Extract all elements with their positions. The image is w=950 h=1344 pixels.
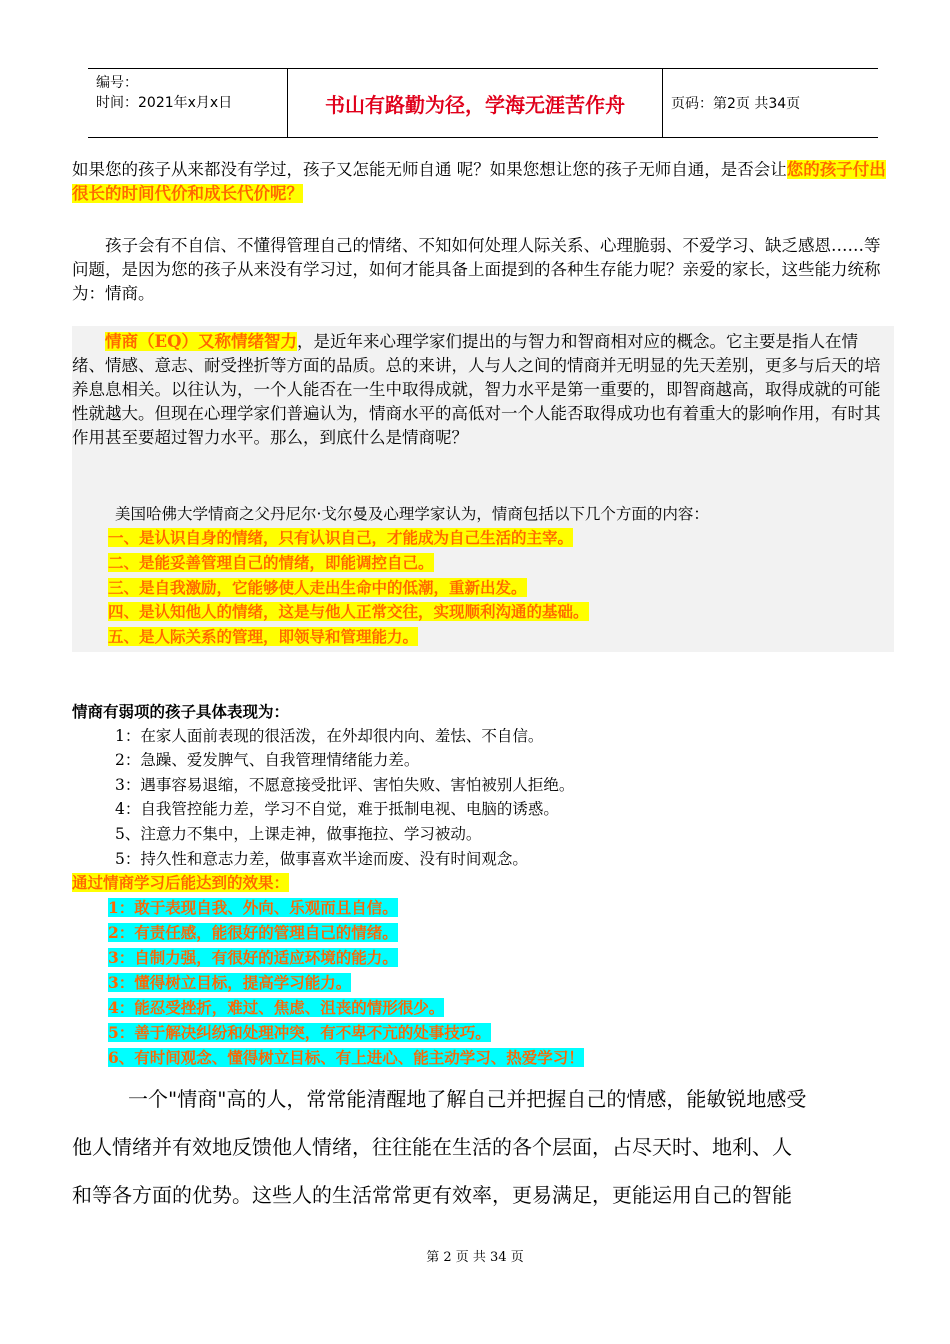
paragraph-eq-definition xyxy=(72,330,890,450)
effect-item: 1：敢于表现自我、外向、乐观而且自信。 xyxy=(108,898,398,917)
effect-item: 2：有责任感，能很好的管理自己的情绪。 xyxy=(108,923,398,942)
weak-item: 2：急躁、爱发脾气、自我管理情绪能力差。 xyxy=(115,751,420,769)
closing-line: 和等各方面的优势。这些人的生活常常更有效率，更易满足，更能运用自己的智能 xyxy=(72,1183,792,1207)
eq-aspect-item: 二、是能妥善管理自己的情绪，即能调控自己。 xyxy=(108,553,434,572)
effect-section-title: 通过情商学习后能达到的效果： xyxy=(72,873,290,892)
closing-line: 他人情绪并有效地反馈他人情绪，往往能在生活的各个层面，占尽天时、地利、人 xyxy=(72,1135,792,1159)
effect-item: 3：自制力强，有很好的适应环境的能力。 xyxy=(108,948,398,967)
eq-aspect-item: 一、是认识自身的情绪，只有认识自己，才能成为自己生活的主宰。 xyxy=(108,528,574,547)
weak-item: 1：在家人面前表现的很活泼，在外却很内向、羞怯、不自信。 xyxy=(115,727,544,745)
header-motto: 书山有路勤为径，学海无涯苦作舟 xyxy=(288,69,663,137)
paragraph-1-highlight: 您的孩子付出很长的时间代价和成长代价呢？ xyxy=(72,160,886,203)
page-footer: 第 2 页 共 34 页 xyxy=(426,1250,524,1265)
weak-item: 4：自我管控能力差，学习不自觉，难于抵制电视、电脑的诱惑。 xyxy=(115,800,559,818)
doc-time-label: 时间：2021年x月x日 xyxy=(96,95,233,111)
header-page-label: 页码：第2页 共34页 xyxy=(671,96,801,112)
header-meta xyxy=(88,69,288,137)
paragraph-2: 孩子会有不自信、不懂得管理自己的情绪、不知如何处理人际关系、心理脆弱、不爱学习、缺乏感恩……等问题，是因为您的孩子从来没有学习过，如何才能具备上面提到的各种生存能力呢？亲爱的家长，这些能力统称为：情商。 xyxy=(72,236,881,303)
effect-item: 4：能忍受挫折，难过、焦虑、沮丧的情形很少。 xyxy=(108,998,445,1017)
eq-definition-text: ，是近年来心理学家们提出的与智力和智商相对应的概念。它主要是指人在情绪、情感、意志、耐受挫折等方面的品质。总的来讲，人与人之间的情商并无明显的先天差别，更多与后天的培养息息相关。以往认为，一个人能否在一生中取得成就，智力水平是第一重要的，即智商越高，取得成就的可能性就越大。但现在心理学家们普遍认为，情商水平的高低对一个人能否取得成功也有着重大的影响作用，有时其作用甚至要超过智力水平。那么，到底什么是情商呢？ xyxy=(72,332,881,447)
eq-aspect-item: 五、是人际关系的管理，即领导和管理能力。 xyxy=(108,627,419,646)
page-header xyxy=(88,68,878,138)
effect-item: 5：善于解决纠纷和处理冲突，有不卑不亢的处事技巧。 xyxy=(108,1023,491,1042)
weak-item: 5：持久性和意志力差，做事喜欢半途而废、没有时间观念。 xyxy=(115,850,528,868)
effect-item: 6、有时间观念、懂得树立目标、有上进心、能主动学习、热爱学习！ xyxy=(108,1048,584,1067)
weak-item: 3：遇事容易退缩，不愿意接受批评、害怕失败、害怕被别人拒绝。 xyxy=(115,776,575,794)
doc-number-label: 编号： xyxy=(96,75,138,91)
effect-item: 3：懂得树立目标，提高学习能力。 xyxy=(108,973,352,992)
eq-aspect-item: 四、是认知他人的情绪，这是与他人正常交往，实现顺利沟通的基础。 xyxy=(108,602,589,621)
paragraph-1 xyxy=(72,158,890,206)
eq-aspect-item: 三、是自我激励，它能够使人走出生命中的低潮，重新出发。 xyxy=(108,578,527,597)
closing-line: 一个"情商"高的人，常常能清醒地了解自己并把握自己的情感，能敏锐地感受 xyxy=(128,1087,807,1111)
weak-item: 5、注意力不集中，上课走神，做事拖拉、学习被动。 xyxy=(115,825,482,843)
weak-section-title: 情商有弱项的孩子具体表现为： xyxy=(72,703,290,721)
eq-intro: 美国哈佛大学情商之父丹尼尔·戈尔曼及心理学家认为，情商包括以下几个方面的内容： xyxy=(115,505,709,523)
eq-definition-highlight: 情商（EQ）又称情绪智力 xyxy=(105,332,297,351)
paragraph-1-text: 如果您的孩子从来都没有学过，孩子又怎能无师自通 呢？如果您想让您的孩子无师自通，是否会让 xyxy=(72,160,787,179)
